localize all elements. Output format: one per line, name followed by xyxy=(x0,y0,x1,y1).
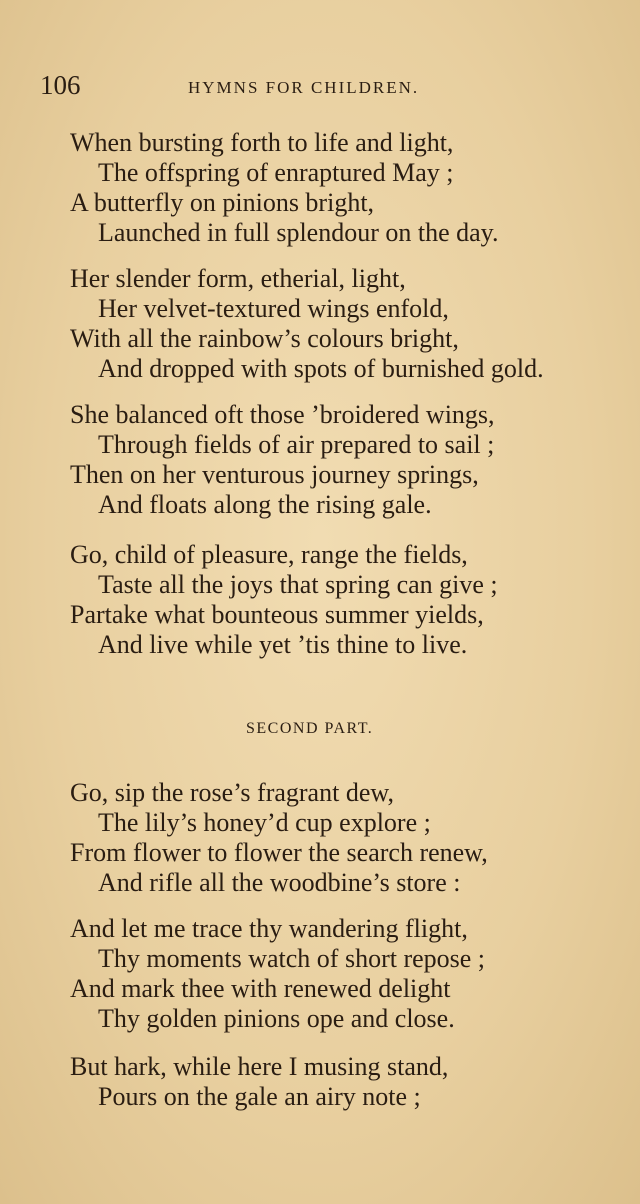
poem-line: Her slender form, etherial, light, xyxy=(70,264,406,293)
poem-line: And floats along the rising gale. xyxy=(98,490,432,519)
poem-line: And rifle all the woodbine’s store : xyxy=(98,868,461,897)
running-title: HYMNS FOR CHILDREN. xyxy=(188,78,420,97)
poem-line: Through fields of air prepared to sail ; xyxy=(98,430,495,459)
poem-line: The lily’s honey’d cup explore ; xyxy=(98,808,431,837)
poem-line: Go, sip the rose’s fragrant dew, xyxy=(70,778,394,807)
poem-line: The offspring of enraptured May ; xyxy=(98,158,454,187)
poem-line: Launched in full splendour on the day. xyxy=(98,218,499,247)
poem-line: But hark, while here I musing stand, xyxy=(70,1052,449,1081)
poem-line: And let me trace thy wandering flight, xyxy=(70,914,468,943)
poem-line: Go, child of pleasure, range the fields, xyxy=(70,540,468,569)
poem-line: Thy moments watch of short repose ; xyxy=(98,944,486,973)
section-heading: SECOND PART. xyxy=(246,720,374,737)
poem-line: She balanced oft those ’broidered wings, xyxy=(70,400,495,429)
poem-line: Taste all the joys that spring can give ; xyxy=(98,570,498,599)
page-header xyxy=(40,70,480,110)
poem-line: With all the rainbow’s colours bright, xyxy=(70,324,459,353)
poem-line: Pours on the gale an airy note ; xyxy=(98,1082,421,1111)
poem-line: And live while yet ’tis thine to live. xyxy=(98,630,468,659)
poem-line: From flower to flower the search renew, xyxy=(70,838,488,867)
poem-line: Thy golden pinions ope and close. xyxy=(98,1004,455,1033)
poem-line: Partake what bounteous summer yields, xyxy=(70,600,484,629)
poem-line: When bursting forth to life and light, xyxy=(70,128,454,157)
poem-line: And mark thee with renewed delight xyxy=(70,974,451,1003)
poem-line: Her velvet-textured wings enfold, xyxy=(98,294,449,323)
poem-line: Then on her venturous journey springs, xyxy=(70,460,479,489)
poem-line: A butterfly on pinions bright, xyxy=(70,188,375,217)
page-number: 106 xyxy=(40,70,81,100)
poem-line: And dropped with spots of burnished gold. xyxy=(98,354,544,383)
